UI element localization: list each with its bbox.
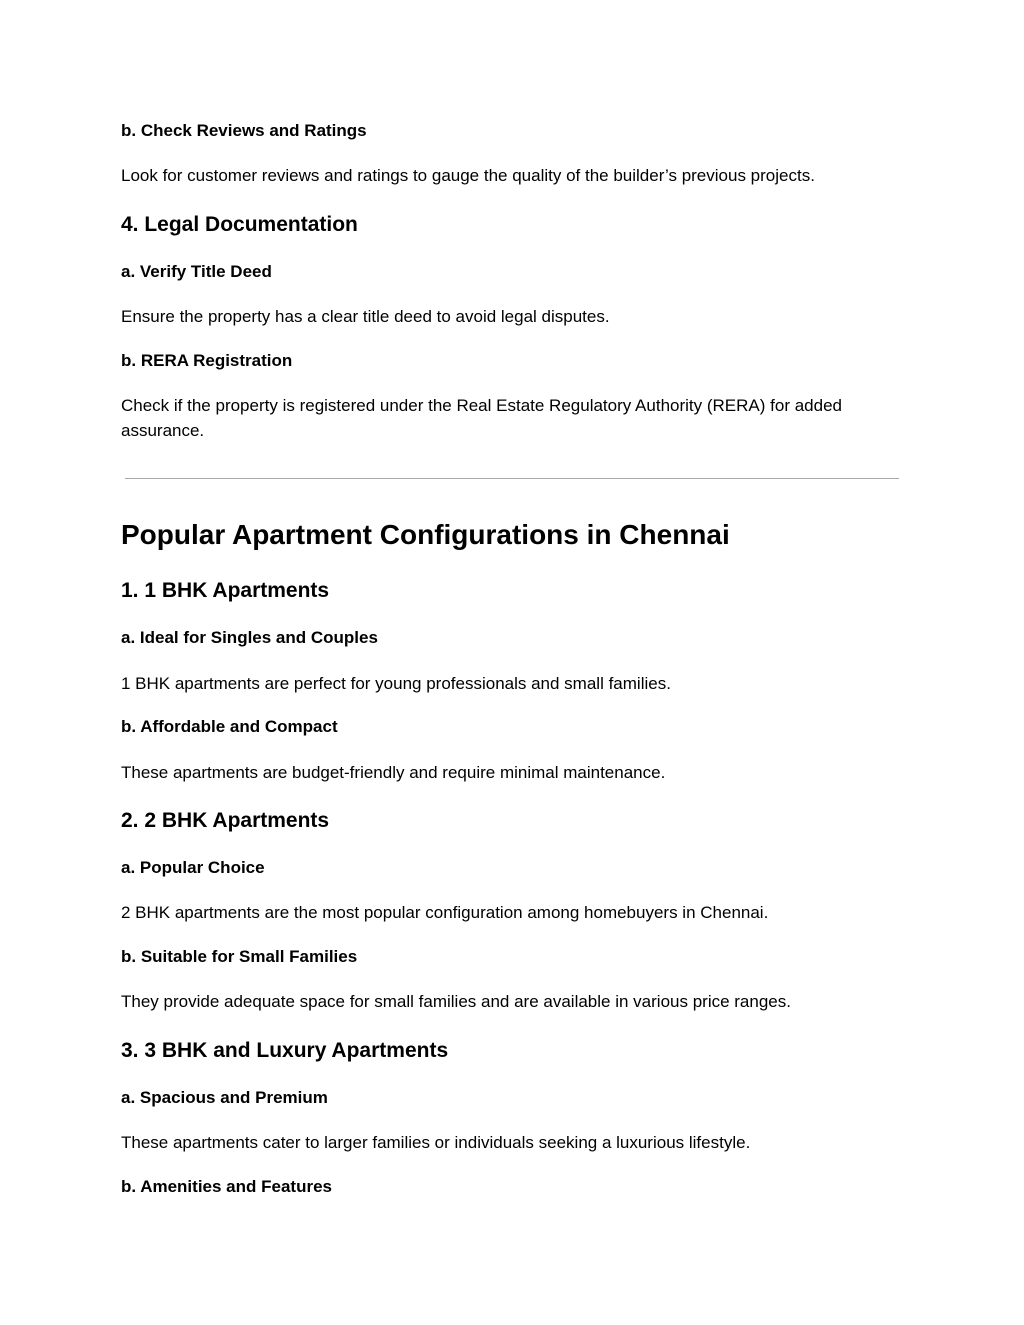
bhk1-ideal-text: 1 BHK apartments are perfect for young professionals and small families.: [121, 674, 671, 693]
bhk2-families-text: They provide adequate space for small families and are available in various price ranges.: [121, 992, 791, 1011]
bhk1-affordable-text: These apartments are budget-friendly and require minimal maintenance.: [121, 763, 666, 782]
bhk1-heading: 1. 1 BHK Apartments: [121, 579, 330, 602]
check-reviews-heading: b. Check Reviews and Ratings: [121, 121, 367, 140]
bhk2-popular-text: 2 BHK apartments are the most popular configuration among homebuyers in Chennai.: [121, 903, 769, 922]
bhk3-heading: 3. 3 BHK and Luxury Apartments: [121, 1039, 449, 1062]
bhk2-families-heading: b. Suitable for Small Families: [121, 947, 358, 966]
bhk1-affordable-heading: b. Affordable and Compact: [121, 717, 338, 736]
configurations-title: Popular Apartment Configurations in Chennai: [121, 519, 730, 550]
bhk1-ideal-heading: a. Ideal for Singles and Couples: [121, 628, 378, 647]
bhk2-heading: 2. 2 BHK Apartments: [121, 809, 330, 832]
legal-documentation-heading: 4. Legal Documentation: [121, 213, 358, 236]
bhk3-spacious-text: These apartments cater to larger families or individuals seeking a luxurious lifestyle.: [121, 1133, 751, 1152]
verify-title-text: Ensure the property has a clear title deed to avoid legal disputes.: [121, 307, 610, 326]
check-reviews-text: Look for customer reviews and ratings to gauge the quality of the builder’s previous projects.: [121, 166, 815, 185]
bhk3-amenities-heading: b. Amenities and Features: [121, 1177, 332, 1196]
rera-registration-heading: b. RERA Registration: [121, 351, 293, 370]
verify-title-heading: a. Verify Title Deed: [121, 262, 272, 281]
section-divider: [125, 478, 899, 479]
rera-registration-text: Check if the property is registered under the Real Estate Regulatory Authority (RERA) for added assurance.: [121, 396, 842, 440]
bhk3-spacious-heading: a. Spacious and Premium: [121, 1088, 328, 1107]
bhk2-popular-heading: a. Popular Choice: [121, 858, 265, 877]
